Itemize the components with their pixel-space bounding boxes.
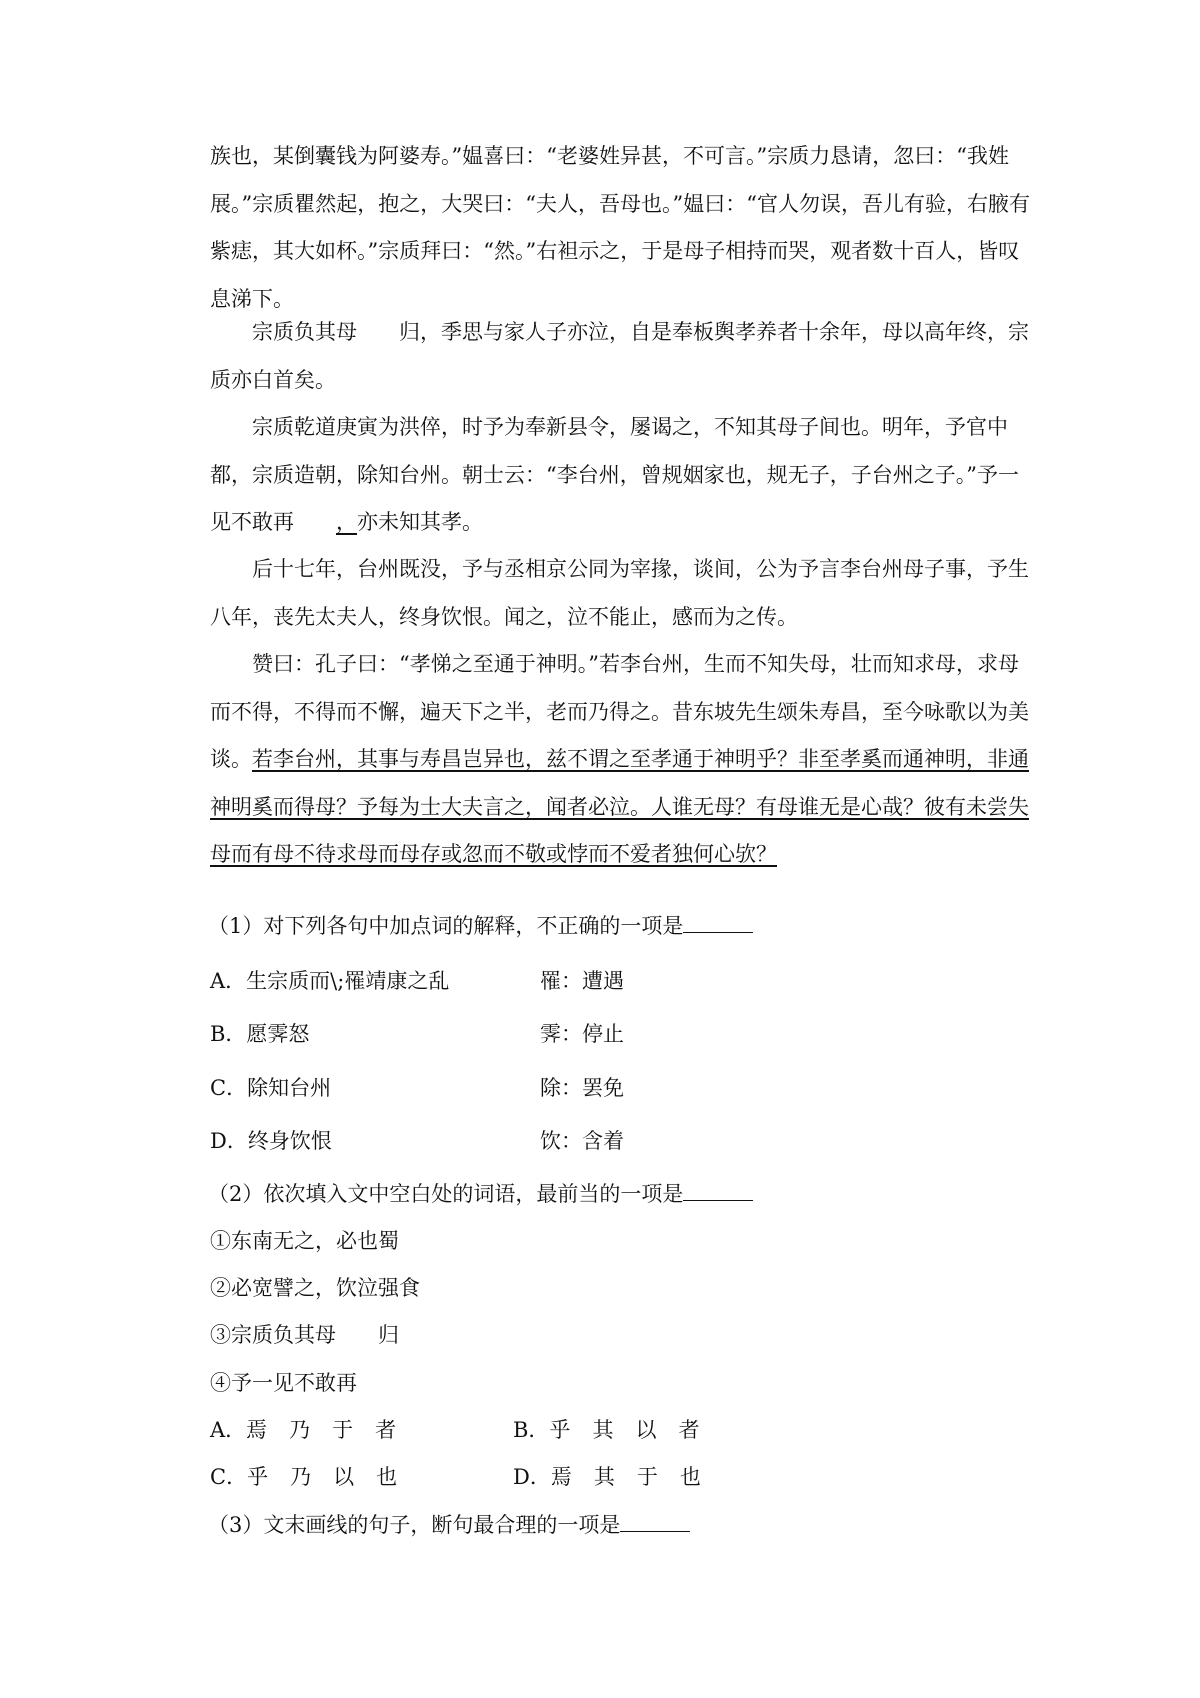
option-word: 以 — [635, 1418, 657, 1442]
passage-text: 赞曰：孔子曰：“孝悌之至通于神明。”若李台州，生而不知失母，壮而知求母，求母而不得，不得而不懈，遍天下之半，老而乃得之。昔东坡先生颂朱寿昌，至今咏歌以为美谈。 — [210, 652, 1029, 771]
passage-paragraph-5 — [210, 641, 1030, 879]
option-word: 者 — [375, 1418, 397, 1442]
question-text: （1）对下列各句中加点词的解释，不正确的一项是 — [208, 914, 684, 938]
option-word: 以 — [333, 1465, 355, 1489]
item-text: ③宗质负其母 — [210, 1323, 336, 1347]
passage-text: ， — [336, 510, 357, 534]
passage-paragraph-4 — [210, 546, 1030, 641]
question-3-stem — [208, 1510, 690, 1540]
q2-item-3 — [210, 1320, 399, 1350]
option-word: 者 — [678, 1418, 700, 1442]
question-text: （3）文末画线的句子，断句最合理的一项是 — [208, 1513, 621, 1537]
q1-option-d-gloss: 饮：含着 — [540, 1129, 624, 1153]
passage-paragraph-1 — [210, 133, 1030, 323]
passage-text: 归，季思与家人子亦泣，自是奉板舆孝养者十余年，母以高年终，宗质亦白首矣。 — [210, 320, 1029, 392]
option-word: C．乎 — [210, 1465, 269, 1489]
q1-option-c — [210, 1073, 331, 1103]
option-word: 于 — [636, 1465, 658, 1489]
q1-option-b-gloss: 霁：停止 — [540, 1022, 624, 1046]
option-label: A．生宗质而\;罹靖康之乱 — [210, 969, 450, 993]
q2-option-b — [513, 1415, 699, 1445]
q1-option-a — [210, 966, 449, 996]
item-text: 归 — [378, 1323, 399, 1347]
answer-blank — [683, 1182, 753, 1201]
q1-option-b — [210, 1019, 309, 1049]
option-label: C．除知台州 — [210, 1076, 332, 1100]
passage-paragraph-3 — [210, 404, 1030, 547]
q1-option-c-gloss: 除：罢免 — [540, 1076, 624, 1100]
passage-text: 宗质负其母 — [252, 320, 357, 344]
q2-item-4: ④予一见不敢再 — [210, 1371, 357, 1395]
option-word: 于 — [332, 1418, 354, 1442]
option-word: 其 — [593, 1465, 615, 1489]
option-word: 其 — [592, 1418, 614, 1442]
q2-option-a — [210, 1415, 396, 1445]
option-word: 也 — [376, 1465, 398, 1489]
underlined-sentence: 若李台州，其事与寿昌岂异也，兹不谓之至孝通于神明乎？非至孝奚而通神明，非通神明奚而得母？予每为士大夫言之，闻者必泣。人谁无母？有母谁无是心哉？彼有未尝失母而有母不待求母而母存或忽而不敬或悖而不爱者独何心欤？ — [210, 747, 1029, 866]
option-label: D．终身饮恨 — [210, 1129, 332, 1153]
passage-text: 族也，某倒囊钱为阿婆寿。”媪喜曰：“老婆姓异甚，不可言。”宗质力恳请，忽曰：“我姓展。”宗质瞿然起，抱之，大哭曰：“夫人，吾母也。”媪曰：“官人勿误，吾儿有验，右腋有紫痣，其大如杯。”宗质拜曰：“然。”右袒示之，于是母子相持而哭，观者数十百人，皆叹息涕下。 — [210, 144, 1030, 311]
passage-text: 后十七年，台州既没，予与丞相京公同为宰掾，谈间，公为予言李台州母子事，予生八年，丧先太夫人，终身饮恨。闻之，泣不能止，感而为之传。 — [210, 557, 1029, 629]
question-1-stem — [208, 911, 753, 941]
q2-item-1: ①东南无之，必也蜀 — [210, 1229, 399, 1253]
option-word: 乃 — [290, 1465, 312, 1489]
option-label: B．愿霁怒 — [210, 1022, 310, 1046]
option-word: B．乎 — [513, 1418, 571, 1442]
option-word: 乃 — [289, 1418, 311, 1442]
answer-blank — [683, 914, 753, 933]
option-word: 也 — [679, 1465, 701, 1489]
passage-text: 宗质乾道庚寅为洪倅，时予为奉新县令，屡谒之，不知其母子间也。明年，予官中都，宗质造朝，除知台州。朝士云：“李台州，曾规姻家也，规无子，子台州之子。”予一见不敢再 — [210, 415, 1019, 534]
q2-item-2: ②必宽譬之，饮泣强食 — [210, 1276, 420, 1300]
option-word: D．焉 — [513, 1465, 572, 1489]
q2-option-c — [210, 1462, 397, 1492]
q1-option-d — [210, 1126, 332, 1156]
passage-text: 亦未知其孝。 — [357, 510, 483, 534]
answer-blank — [620, 1513, 690, 1532]
passage-paragraph-2 — [210, 309, 1030, 404]
question-text: （2）依次填入文中空白处的词语，最前当的一项是 — [208, 1182, 684, 1206]
question-2-stem — [208, 1179, 753, 1209]
q2-option-d — [513, 1462, 701, 1492]
q1-option-a-gloss: 罹：遭遇 — [540, 969, 624, 993]
option-word: A．焉 — [210, 1418, 268, 1442]
